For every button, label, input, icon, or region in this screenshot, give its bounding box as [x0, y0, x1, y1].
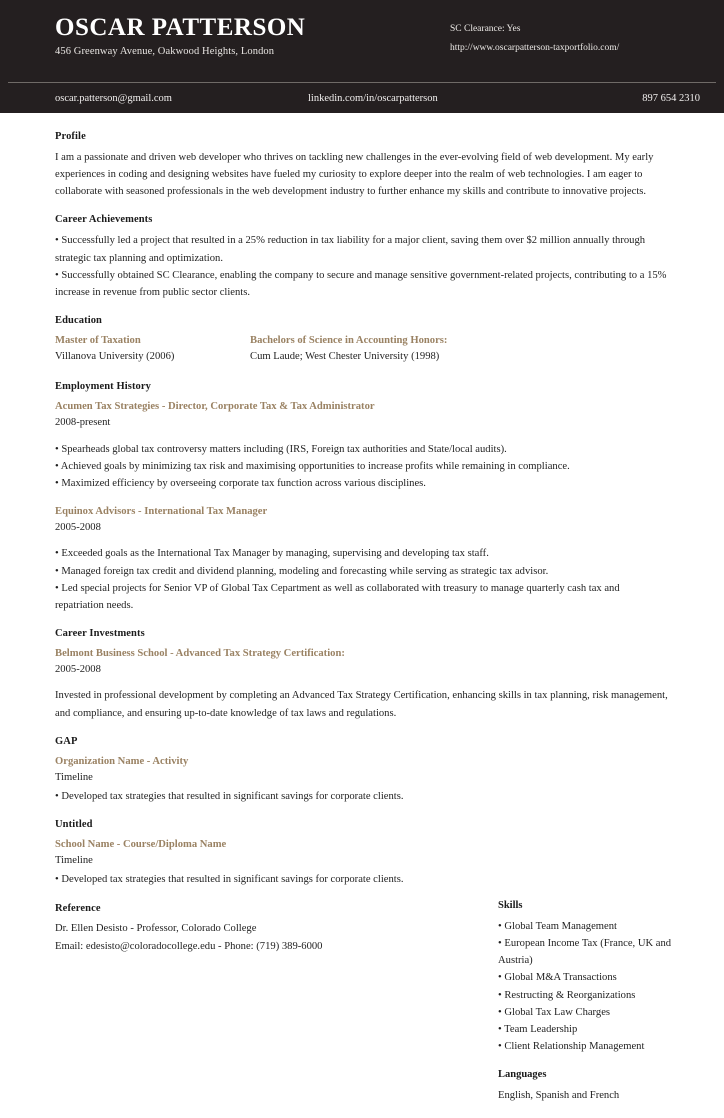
main-column	[55, 131, 671, 969]
section-employment-history	[55, 381, 671, 614]
job-bullets	[55, 545, 671, 614]
untitled-bullets	[55, 871, 495, 888]
list-item: • Achieved goals by minimizing tax risk and maximising opportunities to increase profits while remaining in compliance.	[55, 460, 570, 472]
career-investment-entry: Belmont Business School - Advanced Tax Strategy Certification:	[55, 648, 345, 660]
section-title-languages: Languages	[498, 1069, 547, 1081]
header-email[interactable]: oscar.patterson@gmail.com	[55, 92, 172, 104]
list-item: • Developed tax strategies that resulted in significant savings for corporate clients.	[55, 790, 404, 802]
section-reference	[55, 903, 495, 956]
list-item: • Managed foreign tax credit and dividend planning, modeling and forecasting while serving as strategic tax advisor.	[55, 565, 549, 577]
list-item: • Developed tax strategies that resulted in significant savings for corporate clients.	[55, 874, 404, 886]
section-untitled	[55, 819, 495, 888]
education-school: Villanova University (2006)	[55, 350, 175, 362]
list-item: • Spearheads global tax controversy matters including (IRS, Foreign tax authorities and State/local audits).	[55, 443, 507, 455]
employment-entry	[55, 399, 671, 492]
section-profile	[55, 131, 671, 200]
list-item: • Global M&A Transactions	[498, 972, 617, 984]
education-entry	[55, 333, 250, 367]
reference-contact: Email: edesisto@coloradocollege.edu - Phone: (719) 389-6000	[55, 941, 323, 952]
section-title-reference: Reference	[55, 902, 101, 914]
page-title: OSCAR PATTERSON	[55, 14, 306, 41]
section-education	[55, 315, 671, 367]
education-degree: Master of Taxation	[55, 335, 141, 347]
list-item: • Client Relationship Management	[498, 1041, 645, 1053]
section-title-career-investments: Career Investments	[55, 628, 145, 640]
list-item: • Successfully led a project that resulted in a 25% reduction in tax liability for a major client, saving them over $2 million annually through strategic tax planning and optimization.	[55, 235, 646, 264]
untitled-timeline: Timeline	[55, 855, 93, 867]
list-item: • Successfully obtained SC Clearance, enabling the company to secure and manage sensitive government-related projects, contributing to a 15% increase in revenue from public sector clients.	[55, 269, 667, 298]
section-title-untitled: Untitled	[55, 819, 93, 831]
section-career-investments	[55, 628, 671, 722]
header-phone[interactable]: 897 654 2310	[642, 92, 700, 104]
gap-timeline: Timeline	[55, 771, 93, 783]
profile-text: I am a passionate and driven web developer who thrives on tackling new challenges in the ever-evolving field of web development. My early experiences in coding and designing websites have fueled my curiosity to explore deeper into the realm of web technologies. I am eager to collaborate with seasoned professionals in the web development industry to further enhance my skills and contribute to innovative projects.	[55, 152, 654, 198]
languages-text: English, Spanish and French	[498, 1090, 620, 1102]
job-dates: 2008-present	[55, 417, 111, 429]
gap-bullets	[55, 788, 495, 805]
section-title-career-achievements: Career Achievements	[55, 214, 153, 226]
section-gap	[55, 736, 495, 805]
header-meta	[450, 14, 619, 58]
header-linkedin[interactable]: linkedin.com/in/oscarpatterson	[308, 92, 438, 104]
education-school: Cum Laude; West Chester University (1998)	[250, 350, 440, 362]
career-investment-dates: 2005-2008	[55, 663, 101, 675]
list-item: • European Income Tax (France, UK and Austria)	[498, 938, 672, 967]
untitled-entry: School Name - Course/Diploma Name	[55, 839, 227, 851]
list-item: • Maximized efficiency by overseeing corporate tax function across various disciplines.	[55, 478, 426, 489]
list-item: • Exceeded goals as the International Tax Manager by managing, supervising and developing tax staff.	[55, 548, 489, 560]
section-title-education: Education	[55, 315, 102, 327]
career-investment-text: Invested in professional development by completing an Advanced Tax Strategy Certification, enhancing skills in tax planning, risk management, and compliance, and ensuring up-to-date knowledge of tax laws and regulations.	[55, 690, 668, 719]
header-top-band	[0, 0, 724, 82]
header-identity	[55, 14, 450, 57]
education-rows	[55, 333, 671, 367]
list-item: • Restructing & Reorganizations	[498, 989, 636, 1001]
sidebar-column	[498, 900, 698, 1118]
reference-name: Dr. Ellen Desisto - Professor, Colorado College	[55, 922, 257, 934]
education-entry	[250, 333, 650, 367]
job-bullets	[55, 441, 671, 492]
employment-entry	[55, 504, 671, 614]
job-role: Acumen Tax Strategies - Director, Corporate Tax & Tax Administrator	[55, 401, 375, 413]
section-title-profile: Profile	[55, 131, 86, 142]
section-skills	[498, 900, 698, 1055]
resume-header	[0, 0, 724, 113]
section-title-skills: Skills	[498, 900, 523, 911]
header-contact-band	[0, 83, 724, 113]
header-address: 456 Greenway Avenue, Oakwood Heights, London	[55, 45, 275, 57]
education-degree: Bachelors of Science in Accounting Honors:	[250, 335, 448, 347]
section-title-gap: GAP	[55, 735, 78, 747]
list-item: • Global Team Management	[498, 921, 617, 932]
list-item: • Global Tax Law Charges	[498, 1006, 611, 1018]
section-career-achievements	[55, 214, 671, 301]
section-title-employment-history: Employment History	[55, 381, 152, 393]
resume-body	[0, 113, 724, 1102]
list-item: • Team Leadership	[498, 1023, 578, 1035]
skills-list	[498, 918, 698, 1055]
job-role: Equinox Advisors - International Tax Manager	[55, 506, 268, 518]
career-achievements-list	[55, 232, 671, 301]
section-languages	[498, 1069, 698, 1104]
header-website-link[interactable]: http://www.oscarpatterson-taxportfolio.com/	[450, 43, 620, 53]
gap-entry: Organization Name - Activity	[55, 755, 189, 767]
job-dates: 2005-2008	[55, 522, 101, 534]
list-item: • Led special projects for Senior VP of Global Tax Cepartment as well as collaborated with treasury to manage quarterly cash tax and repatriation needs.	[55, 582, 620, 611]
header-clearance: SC Clearance: Yes	[450, 24, 521, 34]
